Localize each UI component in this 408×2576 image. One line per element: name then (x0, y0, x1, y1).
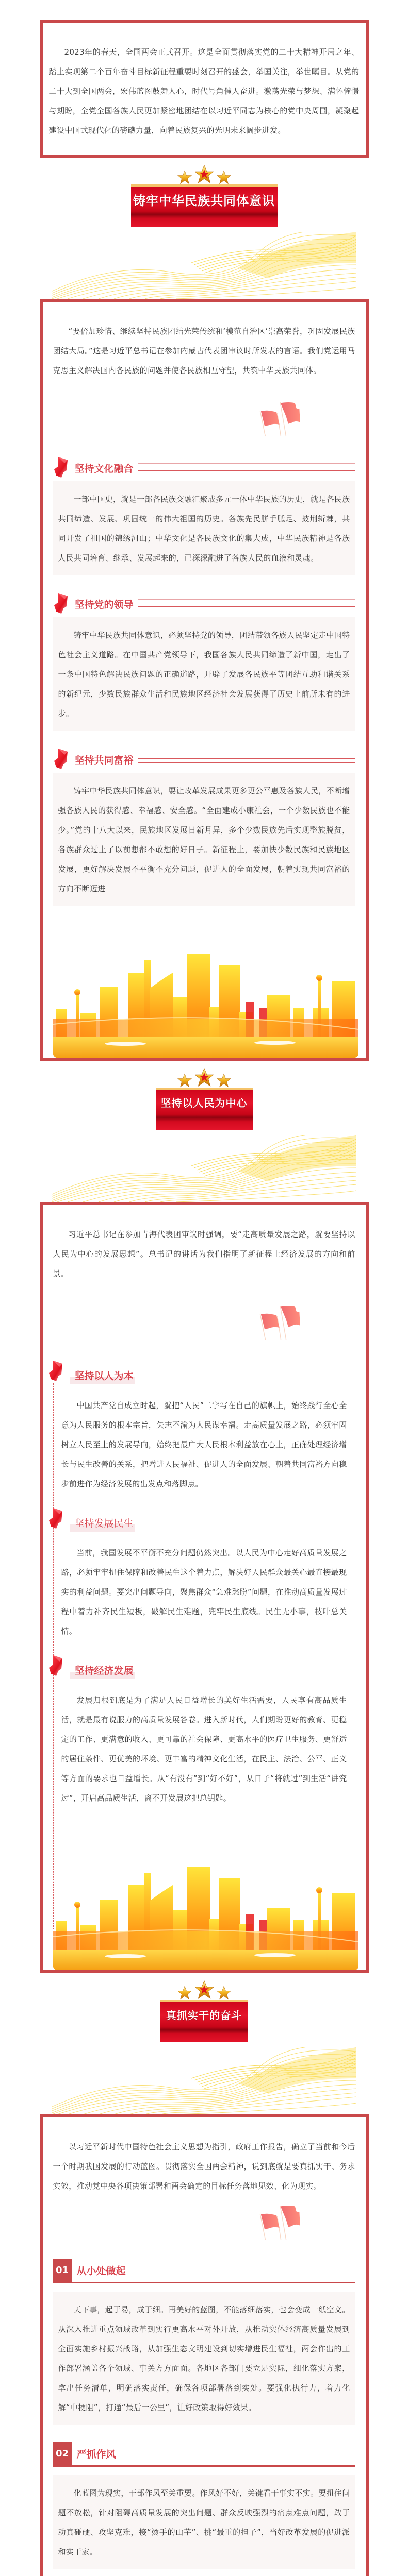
flags-icon (259, 1299, 304, 1346)
flags-icon (259, 2199, 304, 2246)
red-arrow-icon (48, 1506, 64, 1532)
city-skyline-image (53, 1859, 358, 1970)
star-icon (177, 170, 192, 184)
numbered-heading (53, 2442, 355, 2467)
star-icon (217, 1986, 231, 2000)
divider-lines (138, 462, 355, 473)
section-title-3 (0, 1973, 408, 2042)
section-banner-text: 铸牢中华民族共同体意识 (133, 194, 275, 208)
red-star-icon (195, 164, 214, 184)
content-card (53, 2292, 355, 2425)
red-arrow-icon (53, 454, 70, 481)
subheading (48, 1652, 355, 1679)
card-text: 天下事，起于易，成于细。再美好的蓝图，不能落细落实，也会变成一纸空文。从深入推进重点领域改革到实行更高水平对外开放，从推动实体经济高质量发展到全面实施乡村振兴战略，从加强生态文明建设到切实增进民生福祉，两会作出的工作部署涵盖各个领域、事关方方面面。各地区各部门要立足实际，细化落实方案，拿出任务清单，明确落实责任，确保各项部署落到实处。要强化执行力，着力化解“中梗阻”，打通“最后一公里”，让好政策取得好效果。 (58, 2305, 350, 2412)
content-card (53, 773, 355, 906)
subheading-label: 坚持发展民生 (74, 1518, 134, 1529)
divider-lines (138, 598, 355, 609)
item-text: 当前，我国发展不平衡不充分问题仍然突出。以人民为中心走好高质量发展之路，必须牢牢扭住保障和改善民生这个着力点，解决好人民群众最关心最直接最现实的利益问题。要突出问题导向，聚焦群众“急难愁盼”问题，在推动高质量发展过程中着力补齐民生短板，破解民生难题，兜牢民生底线。民生无小事，枝叶总关情。 (61, 1548, 347, 1636)
section-lead: 习近平总书记在参加青海代表团审议时强调，要“走高质量发展之路，就要坚持以人民为中心的发展思想”。总书记的讲话为我们指明了新征程上经济发展的方向和前景。 (53, 1230, 355, 1278)
section-banner (160, 2000, 248, 2042)
red-arrow-icon (53, 590, 70, 617)
star-icon (177, 1073, 192, 1088)
star-icon (217, 1073, 231, 1088)
content-card (53, 481, 355, 575)
red-star-icon (195, 1067, 214, 1088)
subheading-label: 坚持党的领导 (74, 599, 134, 611)
section-title-2 (0, 1061, 408, 1130)
intro-box (40, 20, 369, 158)
subheading-label: 坚持经济发展 (74, 1665, 134, 1676)
subheading (53, 454, 355, 481)
content-card (53, 2475, 355, 2569)
section-box-3 (40, 2114, 369, 2576)
star-icon (217, 170, 231, 184)
heading-number: 01 (53, 2259, 72, 2282)
flags-decoration (53, 1299, 355, 1348)
subheading-label: 坚持文化融合 (74, 463, 134, 474)
stars-decoration (177, 158, 231, 184)
city-skyline-image (53, 947, 358, 1058)
section-box-2 (40, 1202, 369, 1973)
flags-icon (259, 396, 304, 443)
wave-decoration (52, 232, 356, 299)
content-card (53, 617, 355, 731)
subheading-label: 坚持以人为本 (74, 1370, 134, 1382)
section-lead: “要倍加珍惜、继续坚持民族团结光荣传统和‘模范自治区’崇高荣誉，巩固发展民族团结大局。”这是习近平总书记在参加内蒙古代表团审议时所发表的言语。我们党运用马克思主义解决国内各民族的问题并使各民族相互守望，共筑中华民族共同体。 (53, 327, 355, 375)
numbered-heading (53, 2259, 355, 2283)
item-text: 发展归根到底是为了满足人民日益增长的美好生活需要，人民享有高品质生活，就是最有说服力的高质量发展答卷。进入新时代，人们期盼更好的教育、更稳定的工作、更满意的收入、更可靠的社会保障、更高水平的医疗卫生服务、更舒适的居住条件、更优美的环境、更丰富的精神文化生活，在民主、法治、公平、正义等方面的要求也日益增长。从“有没有”到“好不好”，从日子“将就过”到生活“讲究过”，开启高品质生活，离不开发展这把总钥匙。 (61, 1696, 347, 1803)
card-text: 一部中国史，就是一部各民族交融汇聚成多元一体中华民族的历史，就是各民族共同缔造、发展、巩固统一的伟大祖国的历史。各族先民胼手胝足、披荆斩棘，共同开发了祖国的锦绣河山；中华文化是各民族文化的集大成，中华民族精神是各族人民共同培育、继承、发展起来的，已深深融进了各族人民的血液和灵魂。 (58, 495, 350, 563)
subheading (48, 1358, 355, 1384)
section-banner-text: 坚持以人民为中心 (160, 1097, 248, 1109)
wave-decoration (52, 1135, 356, 1202)
item-text: 中国共产党自成立时起，就把“人民”二字写在自己的旗帜上，始终践行全心全意为人民服务的根本宗旨，矢志不渝为人民谋幸福。走高质量发展之路，必须牢固树立人民至上的发展导向，始终把最广大人民根本利益放在心上，正确处理经济增长与民生改善的关系，把增进人民福祉、促进人的全面发展、朝着共同富裕方向稳步前进作为经济发展的出发点和落脚点。 (61, 1401, 347, 1488)
subheading (53, 746, 355, 773)
section-title-1 (0, 158, 408, 227)
heading-number: 02 (53, 2442, 72, 2465)
red-arrow-icon (48, 1653, 64, 1679)
stars-decoration (177, 1973, 231, 2000)
section-box-1 (40, 299, 369, 1061)
card-text: 铸牢中华民族共同体意识，要让改革发展成果更多更公平惠及各族人民，不断增强各族人民的获得感、幸福感、安全感。“全面建成小康社会，一个少数民族也不能少。”党的十八大以来，民族地区发展日新月异，多个少数民族先后实现整族脱贫，各族群众过上了以前想都不敢想的好日子。新征程上，要加快少数民族和民族地区发展，更好解决发展不平衡不充分问题，促进人的全面发展，朝着实现共同富裕的方向不断迈进 (58, 786, 350, 893)
red-arrow-icon (53, 746, 70, 773)
wave-decoration (52, 2047, 356, 2114)
subheading (48, 1505, 355, 1532)
red-star-icon (195, 1979, 214, 2000)
star-icon (177, 1986, 192, 2000)
subheading (53, 590, 355, 617)
card-text: 铸牢中华民族共同体意识，必须坚持党的领导，团结带领各族人民坚定走中国特色社会主义道路。在中国共产党领导下，我国各族人民共同缔造了新中国，走出了一条中国特色解决民族问题的正确道路，开辟了发展各民族平等团结互助和谐关系的新纪元，少数民族群众生活和民族地区经济社会发展获得了历史上前所未有的进步。 (58, 631, 350, 718)
stars-decoration (177, 1061, 231, 1088)
flags-decoration (53, 2199, 355, 2248)
subheading-label: 严抓作风 (76, 2449, 116, 2460)
timeline-list (48, 1358, 355, 1818)
section-lead: 以习近平新时代中国特色社会主义思想为指引，政府工作报告，确立了当前和今后一个时期我国发展的行动蓝图。贯彻落实全国两会精神，说到底就是要真抓实干、务求实效，推动党中央各项决策部署和两会确定的目标任务落地见效、化为现实。 (53, 2142, 355, 2191)
divider-lines (138, 754, 355, 765)
section-banner (131, 184, 278, 227)
section-banner (156, 1088, 253, 1130)
intro-text: 2023年的春天，全国两会正式召开。这是全面贯彻落实党的二十大精神开局之年、踏上实现第二个百年奋斗目标新征程重要时刻召开的盛会，举国关注，举世瞩目。从党的二十大到全国两会，宏伟蓝图鼓舞人心，时代号角催人奋进。激荡光荣与梦想、满怀憧憬与期盼，全党全国各族人民更加紧密地团结在以习近平同志为核心的党中央周围，凝聚起建设中国式现代化的磅礴力量，向着民族复兴的光明未来阔步进发。 (48, 47, 360, 135)
subheading-label: 从小处做起 (76, 2265, 126, 2277)
card-text: 化蓝图为现实，干部作风至关重要。作风好不好，关键看干事实不实。要扭住问题不放松，针对阻碍高质量发展的突出问题、群众反映强烈的痛点难点问题，敢于动真碰硬、攻坚克难，接“烫手的山芋”、挑“最重的担子”，当好改革发展的促进派和实干家。 (58, 2488, 350, 2556)
red-arrow-icon (48, 1359, 64, 1384)
subheading-label: 坚持共同富裕 (74, 754, 134, 766)
section-banner-text: 真抓实干的奋斗 (166, 2009, 242, 2022)
flags-decoration (53, 396, 355, 445)
